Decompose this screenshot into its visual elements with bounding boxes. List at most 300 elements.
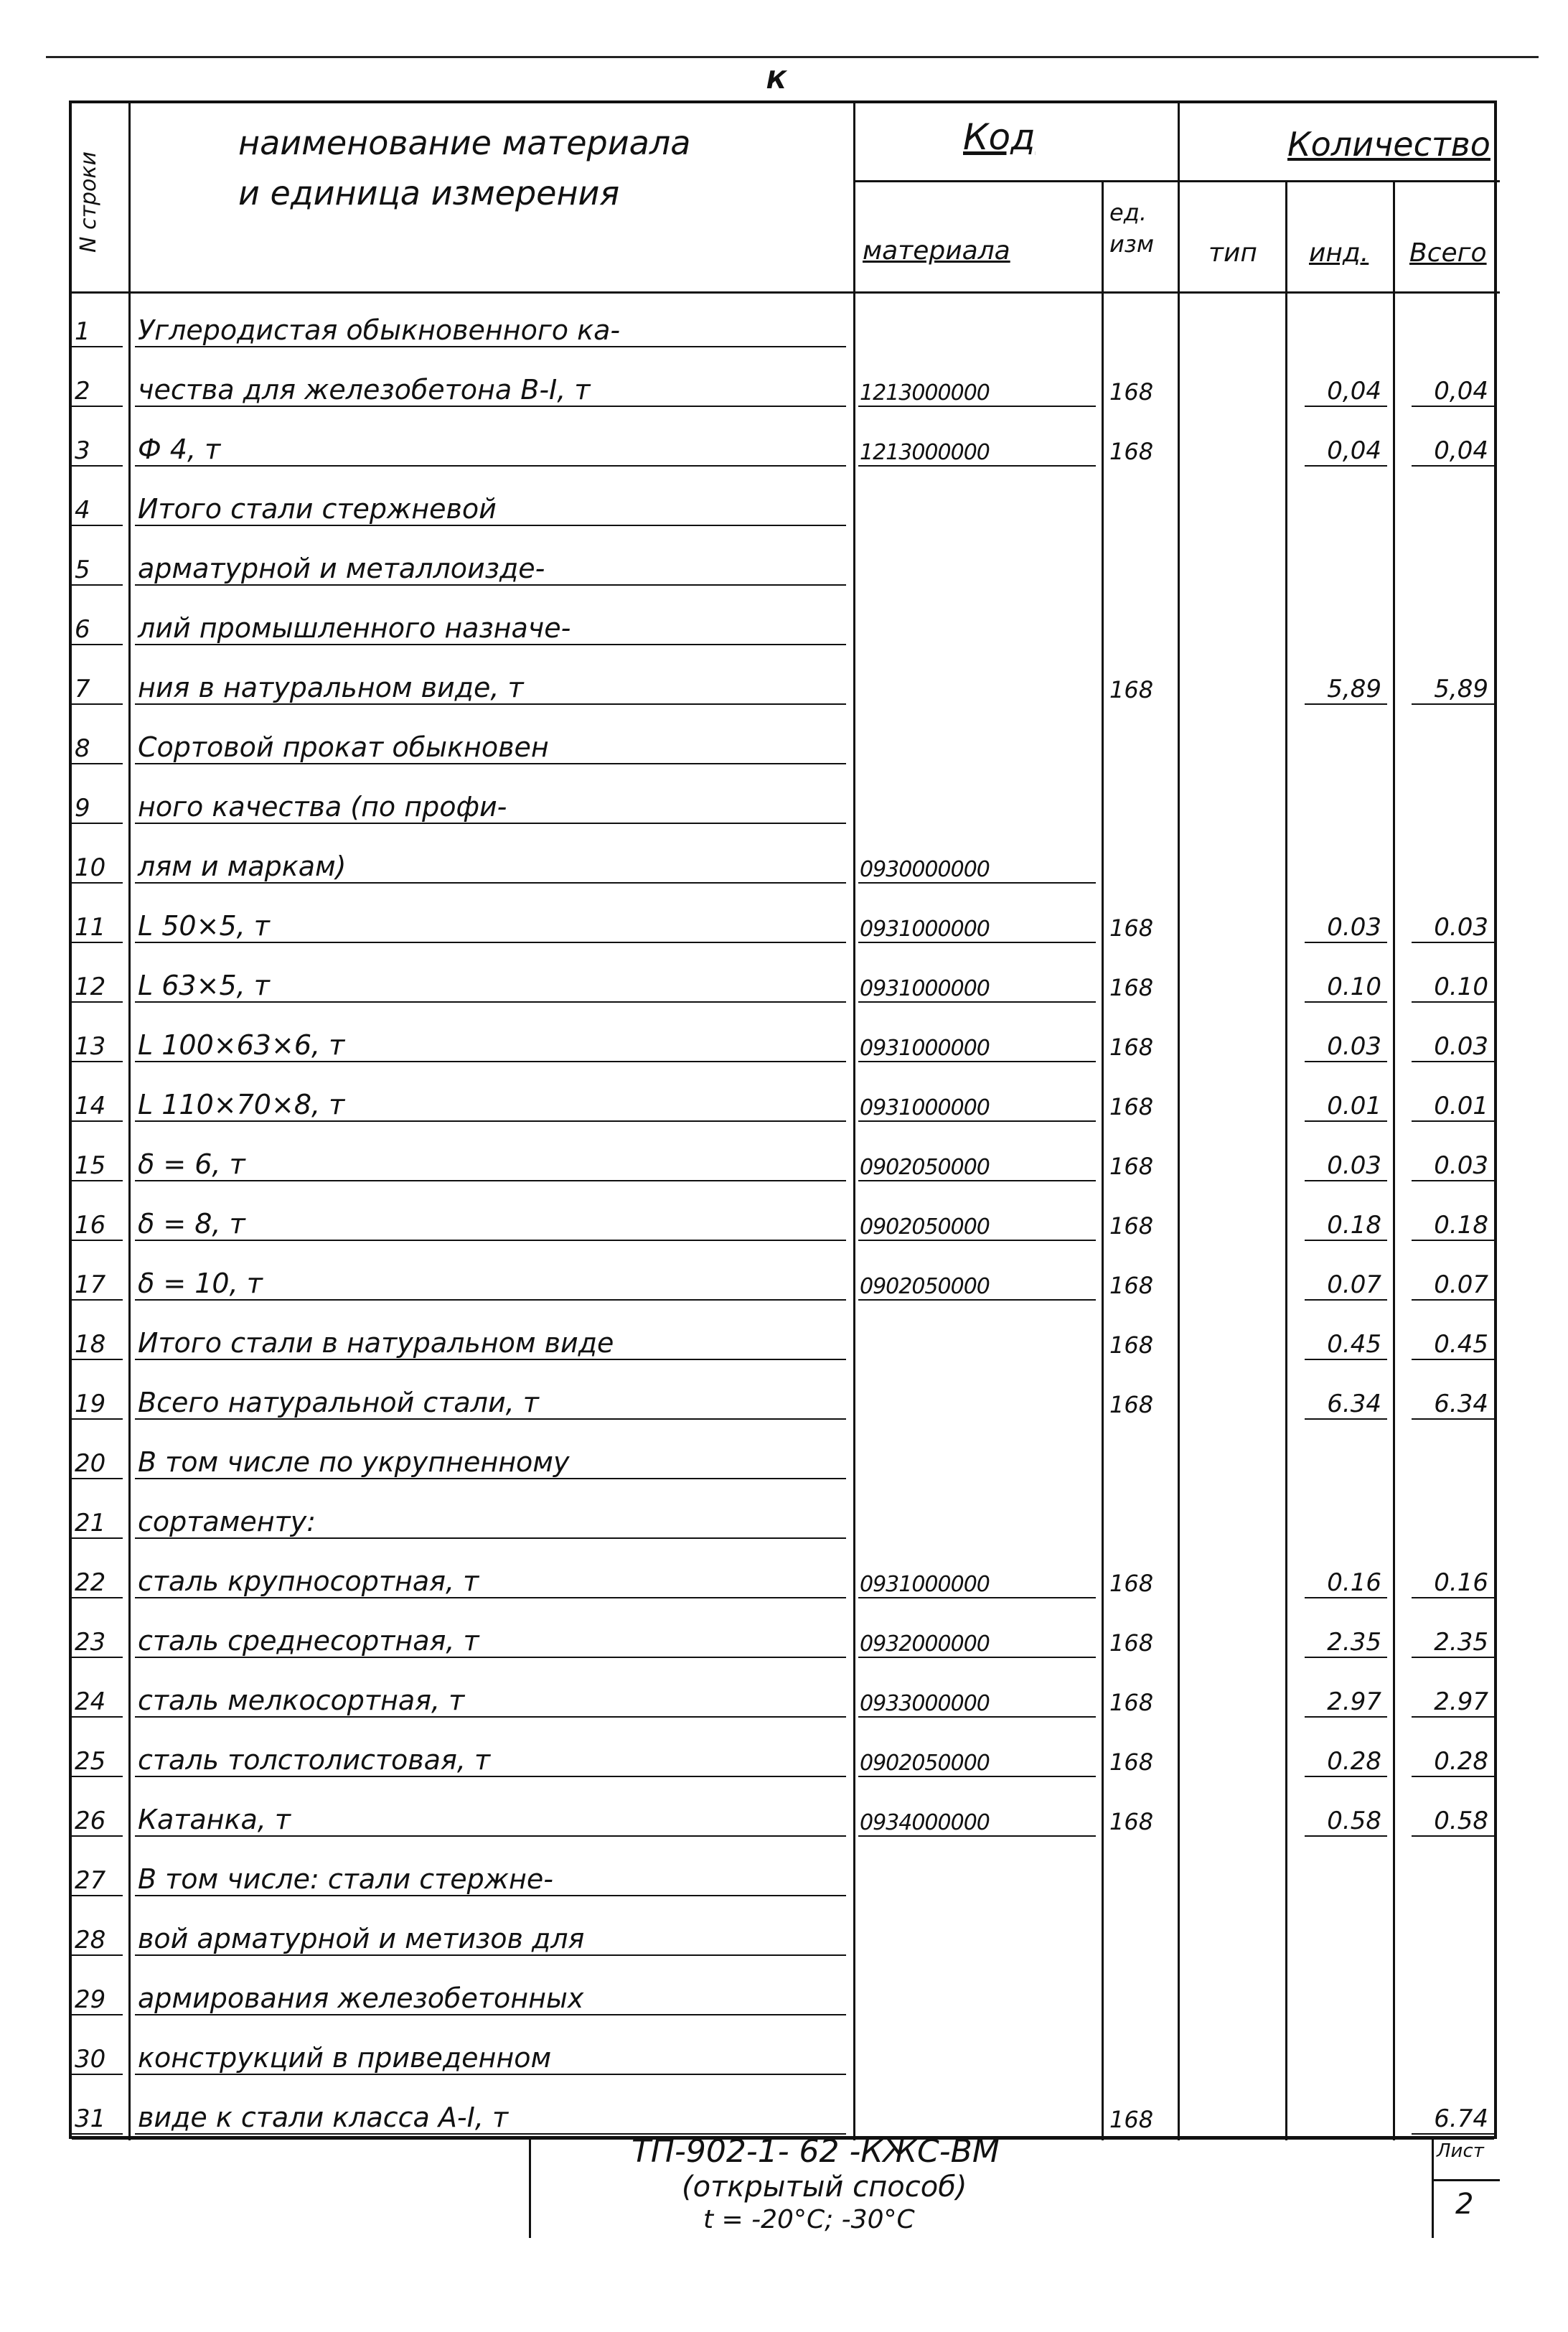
cell-no [72,1783,131,1842]
cell-ind-text: 0.07 [1327,1270,1381,1299]
cell-ind [1287,2021,1395,2081]
cell-no [72,532,131,591]
cell-name [131,532,855,591]
cell-code [855,1902,1104,1962]
underline [1412,1359,1494,1360]
cell-no-text: 26 [75,1807,106,1835]
table-row [72,532,1494,591]
table-row [72,1962,1494,2021]
cell-total [1395,1783,1500,1842]
underline [72,1001,123,1003]
cell-code [855,1187,1104,1247]
cell-ind [1287,2081,1395,2140]
cell-unit [1104,532,1180,591]
sheet-label: Лист [1437,2140,1484,2162]
underline [72,525,123,526]
cell-name-text: В том числе: стали стержне- [138,1863,553,1895]
underline [135,1120,846,1122]
cell-no [72,1128,131,1187]
table-row [72,949,1494,1008]
underline [135,2014,846,2015]
cell-total [1395,532,1500,591]
cell-ind-text: 2.35 [1327,1628,1381,1657]
cell-type [1180,830,1287,889]
cell-ind [1287,1962,1395,2021]
cell-no [72,651,131,711]
cell-name-text: Ф 4, т [138,434,221,465]
cell-total [1395,1128,1500,1187]
cell-type [1180,353,1287,413]
underline [1305,406,1387,407]
cell-code [855,1723,1104,1783]
cell-type [1180,1008,1287,1068]
cell-unit [1104,1068,1180,1128]
underline [72,823,123,824]
cell-total [1395,1008,1500,1068]
cell-total [1395,889,1500,949]
cell-type [1180,1485,1287,1545]
header-row-number-label: N строки [76,151,101,253]
underline [72,2133,123,2135]
cell-total-text: 0.16 [1434,1568,1488,1597]
cell-unit [1104,1842,1180,1902]
cell-unit-text: 168 [1109,1272,1154,1299]
cell-no-text: 9 [75,794,90,823]
cell-ind-text: 0.01 [1327,1092,1381,1120]
underline [72,644,123,645]
underline [1305,1061,1387,1062]
cell-type [1180,1842,1287,1902]
underline [72,584,123,586]
table-row [72,1128,1494,1187]
cell-name-text: Сортовой прокат обыкновен [138,731,549,763]
cell-ind [1287,1128,1395,1187]
underline [1305,942,1387,943]
table-row [72,1902,1494,1962]
top-marker: К [766,66,787,95]
cell-unit [1104,711,1180,770]
cell-total-text: 0.03 [1434,1151,1488,1180]
cell-code [855,1247,1104,1306]
cell-type [1180,770,1287,830]
underline [72,1954,123,1956]
cell-unit [1104,651,1180,711]
cell-total [1395,1366,1500,1425]
cell-unit [1104,353,1180,413]
cell-ind-text: 0,04 [1327,377,1381,406]
cell-name [131,830,855,889]
cell-type [1180,1187,1287,1247]
cell-name [131,711,855,770]
cell-no [72,1068,131,1128]
cell-name [131,949,855,1008]
underline [135,1478,846,1479]
underline [72,1776,123,1777]
cell-ind-text: 0.18 [1327,1211,1381,1240]
cell-no [72,1545,131,1604]
cell-unit-text: 168 [1109,1034,1154,1061]
cell-type [1180,1604,1287,1664]
cell-name-text: L 63×5, т [138,970,270,1001]
cell-total [1395,830,1500,889]
underline [135,763,846,764]
underline [1412,1299,1494,1301]
cell-total [1395,1962,1500,2021]
table-row [72,2021,1494,2081]
cell-total-text: 0.01 [1434,1092,1488,1120]
cell-type [1180,1902,1287,1962]
cell-unit [1104,1902,1180,1962]
cell-unit [1104,591,1180,651]
underline [72,2014,123,2015]
cell-no-text: 6 [75,615,90,644]
cell-name [131,1842,855,1902]
cell-no-text: 28 [75,1926,106,1954]
underline [1305,1240,1387,1241]
cell-total [1395,1187,1500,1247]
underline [135,1359,846,1360]
cell-unit [1104,2021,1180,2081]
cell-total [1395,1902,1500,1962]
underline [135,1716,846,1718]
cell-ind-text: 2.97 [1327,1687,1381,1716]
underline [135,1776,846,1777]
cell-no-text: 13 [75,1032,106,1061]
underline [858,1120,1096,1122]
cell-name [131,1723,855,1783]
underline [1412,942,1494,943]
cell-ind [1287,532,1395,591]
underline [135,1061,846,1062]
cell-unit-text: 168 [1109,676,1154,703]
cell-ind [1287,1783,1395,1842]
cell-no-text: 31 [75,2104,106,2133]
cell-code [855,1545,1104,1604]
table-row [72,1306,1494,1366]
underline [135,1001,846,1003]
cell-name [131,2081,855,2140]
cell-no-text: 3 [75,436,90,465]
cell-code-text: 0931000000 [860,1036,990,1061]
cell-ind-text: 6.34 [1327,1390,1381,1418]
cell-ind-text: 0,04 [1327,436,1381,465]
cell-total [1395,413,1500,472]
underline [1412,1240,1494,1241]
cell-total [1395,1604,1500,1664]
table-row [72,1783,1494,1842]
cell-no-text: 10 [75,853,106,882]
header-qty-type-label: тип [1208,238,1257,268]
underline [1305,1418,1387,1420]
underline [135,703,846,705]
cell-name-text: δ = 10, т [138,1268,263,1299]
cell-unit-text: 168 [1109,1331,1154,1359]
underline [1305,703,1387,705]
underline [858,1061,1096,1062]
cell-ind [1287,830,1395,889]
cell-ind [1287,413,1395,472]
cell-code [855,2021,1104,2081]
cell-unit-text: 168 [1109,438,1154,465]
cell-name [131,1604,855,1664]
cell-no [72,413,131,472]
cell-unit [1104,1545,1180,1604]
cell-code-text: 1213000000 [860,380,990,406]
cell-code [855,1366,1104,1425]
cell-ind-text: 5,89 [1327,675,1381,703]
cell-code [855,1306,1104,1366]
underline [1305,1657,1387,1658]
underline [858,1240,1096,1241]
cell-type [1180,889,1287,949]
cell-total [1395,353,1500,413]
cell-type [1180,949,1287,1008]
cell-no-text: 11 [75,913,106,942]
cell-no [72,1664,131,1723]
cell-name-text: Всего натуральной стали, т [138,1387,539,1418]
header-code-material [855,182,1104,294]
header-qty-group-label: Количество [1287,125,1490,164]
table-row [72,1366,1494,1425]
document-designation: ТП-902-1- 62 -КЖС-ВМ [632,2133,1000,2170]
header-qty-total [1395,182,1500,294]
cell-unit [1104,1962,1180,2021]
cell-code-text: 0933000000 [860,1691,990,1716]
underline [72,1537,123,1539]
cell-no [72,1485,131,1545]
cell-code [855,1962,1104,2021]
underline [135,1537,846,1539]
cell-ind [1287,1247,1395,1306]
cell-no [72,830,131,889]
underline [135,1895,846,1896]
header-qty-total-label: Всего [1409,238,1487,268]
underline [1305,1120,1387,1122]
underline [135,2074,846,2075]
underline [858,1835,1096,1837]
underline [1305,1776,1387,1777]
cell-total-text: 2.35 [1434,1628,1488,1657]
cell-ind [1287,889,1395,949]
underline [1412,1716,1494,1718]
cell-unit [1104,1425,1180,1485]
cell-no-text: 20 [75,1449,106,1478]
cell-name [131,1783,855,1842]
cell-name-text: армирования железобетонных [138,1982,584,2014]
cell-type [1180,2081,1287,2140]
cell-total-text: 5,89 [1434,675,1488,703]
cell-name [131,1128,855,1187]
cell-no [72,949,131,1008]
table-row [72,1425,1494,1485]
underline [72,1418,123,1420]
underline [72,1597,123,1598]
cell-code-text: 0902050000 [860,1274,990,1299]
cell-name-text: ного качества (по профи- [138,791,507,823]
cell-name-text: Итого стали стержневой [138,493,497,525]
cell-no [72,1425,131,1485]
cell-ind [1287,1664,1395,1723]
underline [1305,1716,1387,1718]
underline [1412,1001,1494,1003]
cell-no [72,2081,131,2140]
cell-ind [1287,472,1395,532]
cell-ind-text: 0.28 [1327,1747,1381,1776]
cell-name-text: L 100×63×6, т [138,1029,345,1061]
cell-ind [1287,651,1395,711]
cell-ind [1287,1902,1395,1962]
table-row [72,2081,1494,2140]
cell-ind [1287,1187,1395,1247]
underline [72,1716,123,1718]
underline [72,1061,123,1062]
cell-name [131,591,855,651]
cell-no [72,353,131,413]
cell-no-text: 25 [75,1747,106,1776]
temperature-range: t = -20°С; -30°С [703,2205,915,2234]
underline [135,406,846,407]
cell-no-text: 8 [75,734,90,763]
cell-name [131,1962,855,2021]
table-row [72,1247,1494,1306]
cell-ind [1287,711,1395,770]
underline [858,1001,1096,1003]
cell-ind [1287,591,1395,651]
cell-total [1395,1842,1500,1902]
cell-unit [1104,1604,1180,1664]
cell-name [131,472,855,532]
cell-no-text: 5 [75,556,90,584]
underline [72,2074,123,2075]
cell-total [1395,1306,1500,1366]
cell-total [1395,2081,1500,2140]
underline [135,346,846,347]
underline [135,1180,846,1181]
cell-code-text: 1213000000 [860,440,990,465]
cell-total [1395,1068,1500,1128]
cell-name-text: сортаменту: [138,1506,316,1537]
underline [1305,1597,1387,1598]
underline [1305,1835,1387,1837]
cell-code [855,770,1104,830]
cell-no-text: 30 [75,2045,106,2074]
cell-no-text: 12 [75,973,106,1001]
cell-name [131,1187,855,1247]
table-row [72,889,1494,949]
cell-total-text: 0,04 [1434,377,1488,406]
cell-total [1395,294,1500,353]
underline [858,406,1096,407]
cell-unit-text: 168 [1109,974,1154,1001]
cell-total-text: 0.28 [1434,1747,1488,1776]
underline [1412,1597,1494,1598]
underline [72,763,123,764]
header-name-line1: наименование материала [238,123,691,162]
table-row [72,1008,1494,1068]
cell-total-text: 0.18 [1434,1211,1488,1240]
cell-no [72,1902,131,1962]
underline [858,1299,1096,1301]
cell-unit [1104,1664,1180,1723]
cell-name [131,651,855,711]
cell-type [1180,532,1287,591]
cell-code [855,1664,1104,1723]
underline [858,1776,1096,1777]
cell-unit-text: 168 [1109,914,1154,942]
sheet-number: 2 [1455,2188,1474,2221]
cell-unit-text: 168 [1109,1212,1154,1240]
cell-type [1180,294,1287,353]
cell-code-text: 0930000000 [860,857,990,882]
underline [72,1120,123,1122]
cell-total [1395,651,1500,711]
cell-code [855,1604,1104,1664]
cell-code [855,711,1104,770]
construction-method: (открытый способ) [682,2171,967,2204]
underline [135,823,846,824]
table-row [72,1068,1494,1128]
underline [72,942,123,943]
underline [858,465,1096,467]
cell-unit [1104,1783,1180,1842]
cell-total [1395,1664,1500,1723]
cell-no-text: 21 [75,1509,106,1537]
underline [72,406,123,407]
cell-total-text: 0.58 [1434,1807,1488,1835]
underline [1305,1299,1387,1301]
cell-name-text: сталь мелкосортная, т [138,1685,465,1716]
cell-type [1180,1425,1287,1485]
cell-unit [1104,1306,1180,1366]
cell-no-text: 19 [75,1390,106,1418]
header-name-line2: и единица измерения [238,174,620,212]
cell-no-text: 18 [75,1330,106,1359]
cell-ind [1287,949,1395,1008]
underline [135,584,846,586]
cell-type [1180,1783,1287,1842]
cell-total-text: 0,04 [1434,436,1488,465]
cell-no-text: 24 [75,1687,106,1716]
underline [72,882,123,884]
underline [72,1895,123,1896]
underline [858,942,1096,943]
cell-type [1180,1723,1287,1783]
cell-no-text: 23 [75,1628,106,1657]
cell-type [1180,1247,1287,1306]
cell-unit-text: 168 [1109,1093,1154,1120]
cell-code [855,472,1104,532]
cell-no [72,889,131,949]
underline [858,1657,1096,1658]
cell-total [1395,949,1500,1008]
cell-no-text: 4 [75,496,90,525]
cell-name-text: чества для железобетона В-І, т [138,374,591,406]
cell-unit [1104,2081,1180,2140]
cell-type [1180,2021,1287,2081]
cell-code [855,889,1104,949]
cell-code [855,1008,1104,1068]
header-code-group-label: Код [963,116,1036,158]
cell-ind [1287,1306,1395,1366]
cell-code-text: 0934000000 [860,1810,990,1835]
cell-name [131,2021,855,2081]
underline [1305,465,1387,467]
cell-unit [1104,830,1180,889]
cell-unit [1104,472,1180,532]
table-row [72,591,1494,651]
table-row [72,830,1494,889]
table-row [72,294,1494,353]
